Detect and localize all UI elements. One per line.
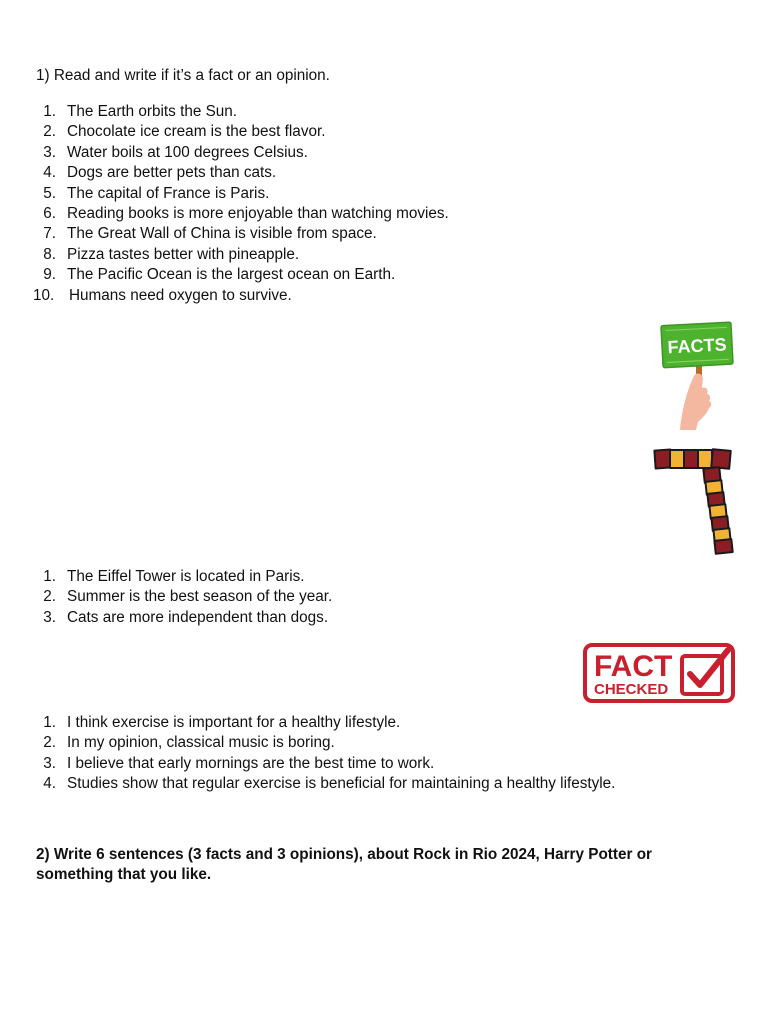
item-number: 5. [43,184,56,202]
list-item [33,286,449,306]
item-number: 2. [43,734,56,752]
list-item [36,143,449,163]
list-item [36,265,449,285]
item-text: Studies show that regular exercise is beneficial for maintaining a healthy lifestyle. [67,775,616,793]
item-text: Humans need oxygen to survive. [69,286,292,304]
item-text: I think exercise is important for a healthy lifestyle. [67,714,401,731]
statement-list-2 [36,567,332,628]
item-text: Reading books is more enjoyable than watching movies. [67,204,449,222]
list-item [36,184,449,204]
facts-sign-text: FACTS [667,334,728,358]
list-item [36,733,615,753]
item-text: The Pacific Ocean is the largest ocean on Earth. [67,266,396,284]
stamp-text-checked: CHECKED [594,681,669,698]
item-number: 3. [43,754,56,772]
item-text: The Earth orbits the Sun. [67,103,238,120]
hand-icon [680,374,711,430]
list-item [36,224,449,244]
item-text: Dogs are better pets than cats. [67,164,277,182]
item-number: 2. [43,123,56,141]
item-text: The Eiffel Tower is located in Paris. [67,568,305,585]
question-2-prompt: 2) Write 6 sentences (3 facts and 3 opinions), about Rock in Rio 2024, Harry Potter or something that you like. [36,846,652,884]
list-item [36,713,615,733]
item-number: 6. [43,204,56,222]
item-text: In my opinion, classical music is boring. [67,734,335,752]
item-number: 10. [33,286,55,304]
list-item [36,774,615,794]
item-number: 1. [43,103,56,120]
item-text: The capital of France is Paris. [67,184,270,202]
item-number: 3. [43,608,56,626]
item-number: 1. [43,714,56,731]
item-number: 3. [43,143,56,161]
list-item [36,163,449,183]
list-item [36,204,449,224]
item-text: Water boils at 100 degrees Celsius. [67,143,308,161]
facts-sign-image [652,318,738,436]
list-item [36,122,449,142]
item-number: 2. [43,588,56,606]
item-number: 8. [43,245,56,263]
list-item [36,567,332,587]
fact-checked-stamp [582,642,736,704]
list-item [36,587,332,607]
list-item [36,102,449,122]
list-item [36,608,332,628]
stamp-text-fact: FACT [594,650,673,683]
item-text: Pizza tastes better with pineapple. [67,245,300,263]
item-number: 4. [43,164,56,182]
item-text: Summer is the best season of the year. [67,588,333,606]
list-item [36,245,449,265]
list-item [36,754,615,774]
item-number: 9. [43,266,56,284]
statement-list-1 [33,102,449,306]
item-number: 4. [43,775,56,793]
scarf-icon [650,444,736,558]
item-text: Cats are more independent than dogs. [67,608,329,626]
item-text: Chocolate ice cream is the best flavor. [67,123,326,141]
statement-list-3 [36,713,615,795]
question-1-title: 1) Read and write if it’s a fact or an opinion. [36,67,330,84]
item-text: The Great Wall of China is visible from space. [67,225,377,243]
item-number: 1. [43,568,56,585]
item-number: 7. [43,225,56,243]
item-text: I believe that early mornings are the best time to work. [67,754,435,772]
